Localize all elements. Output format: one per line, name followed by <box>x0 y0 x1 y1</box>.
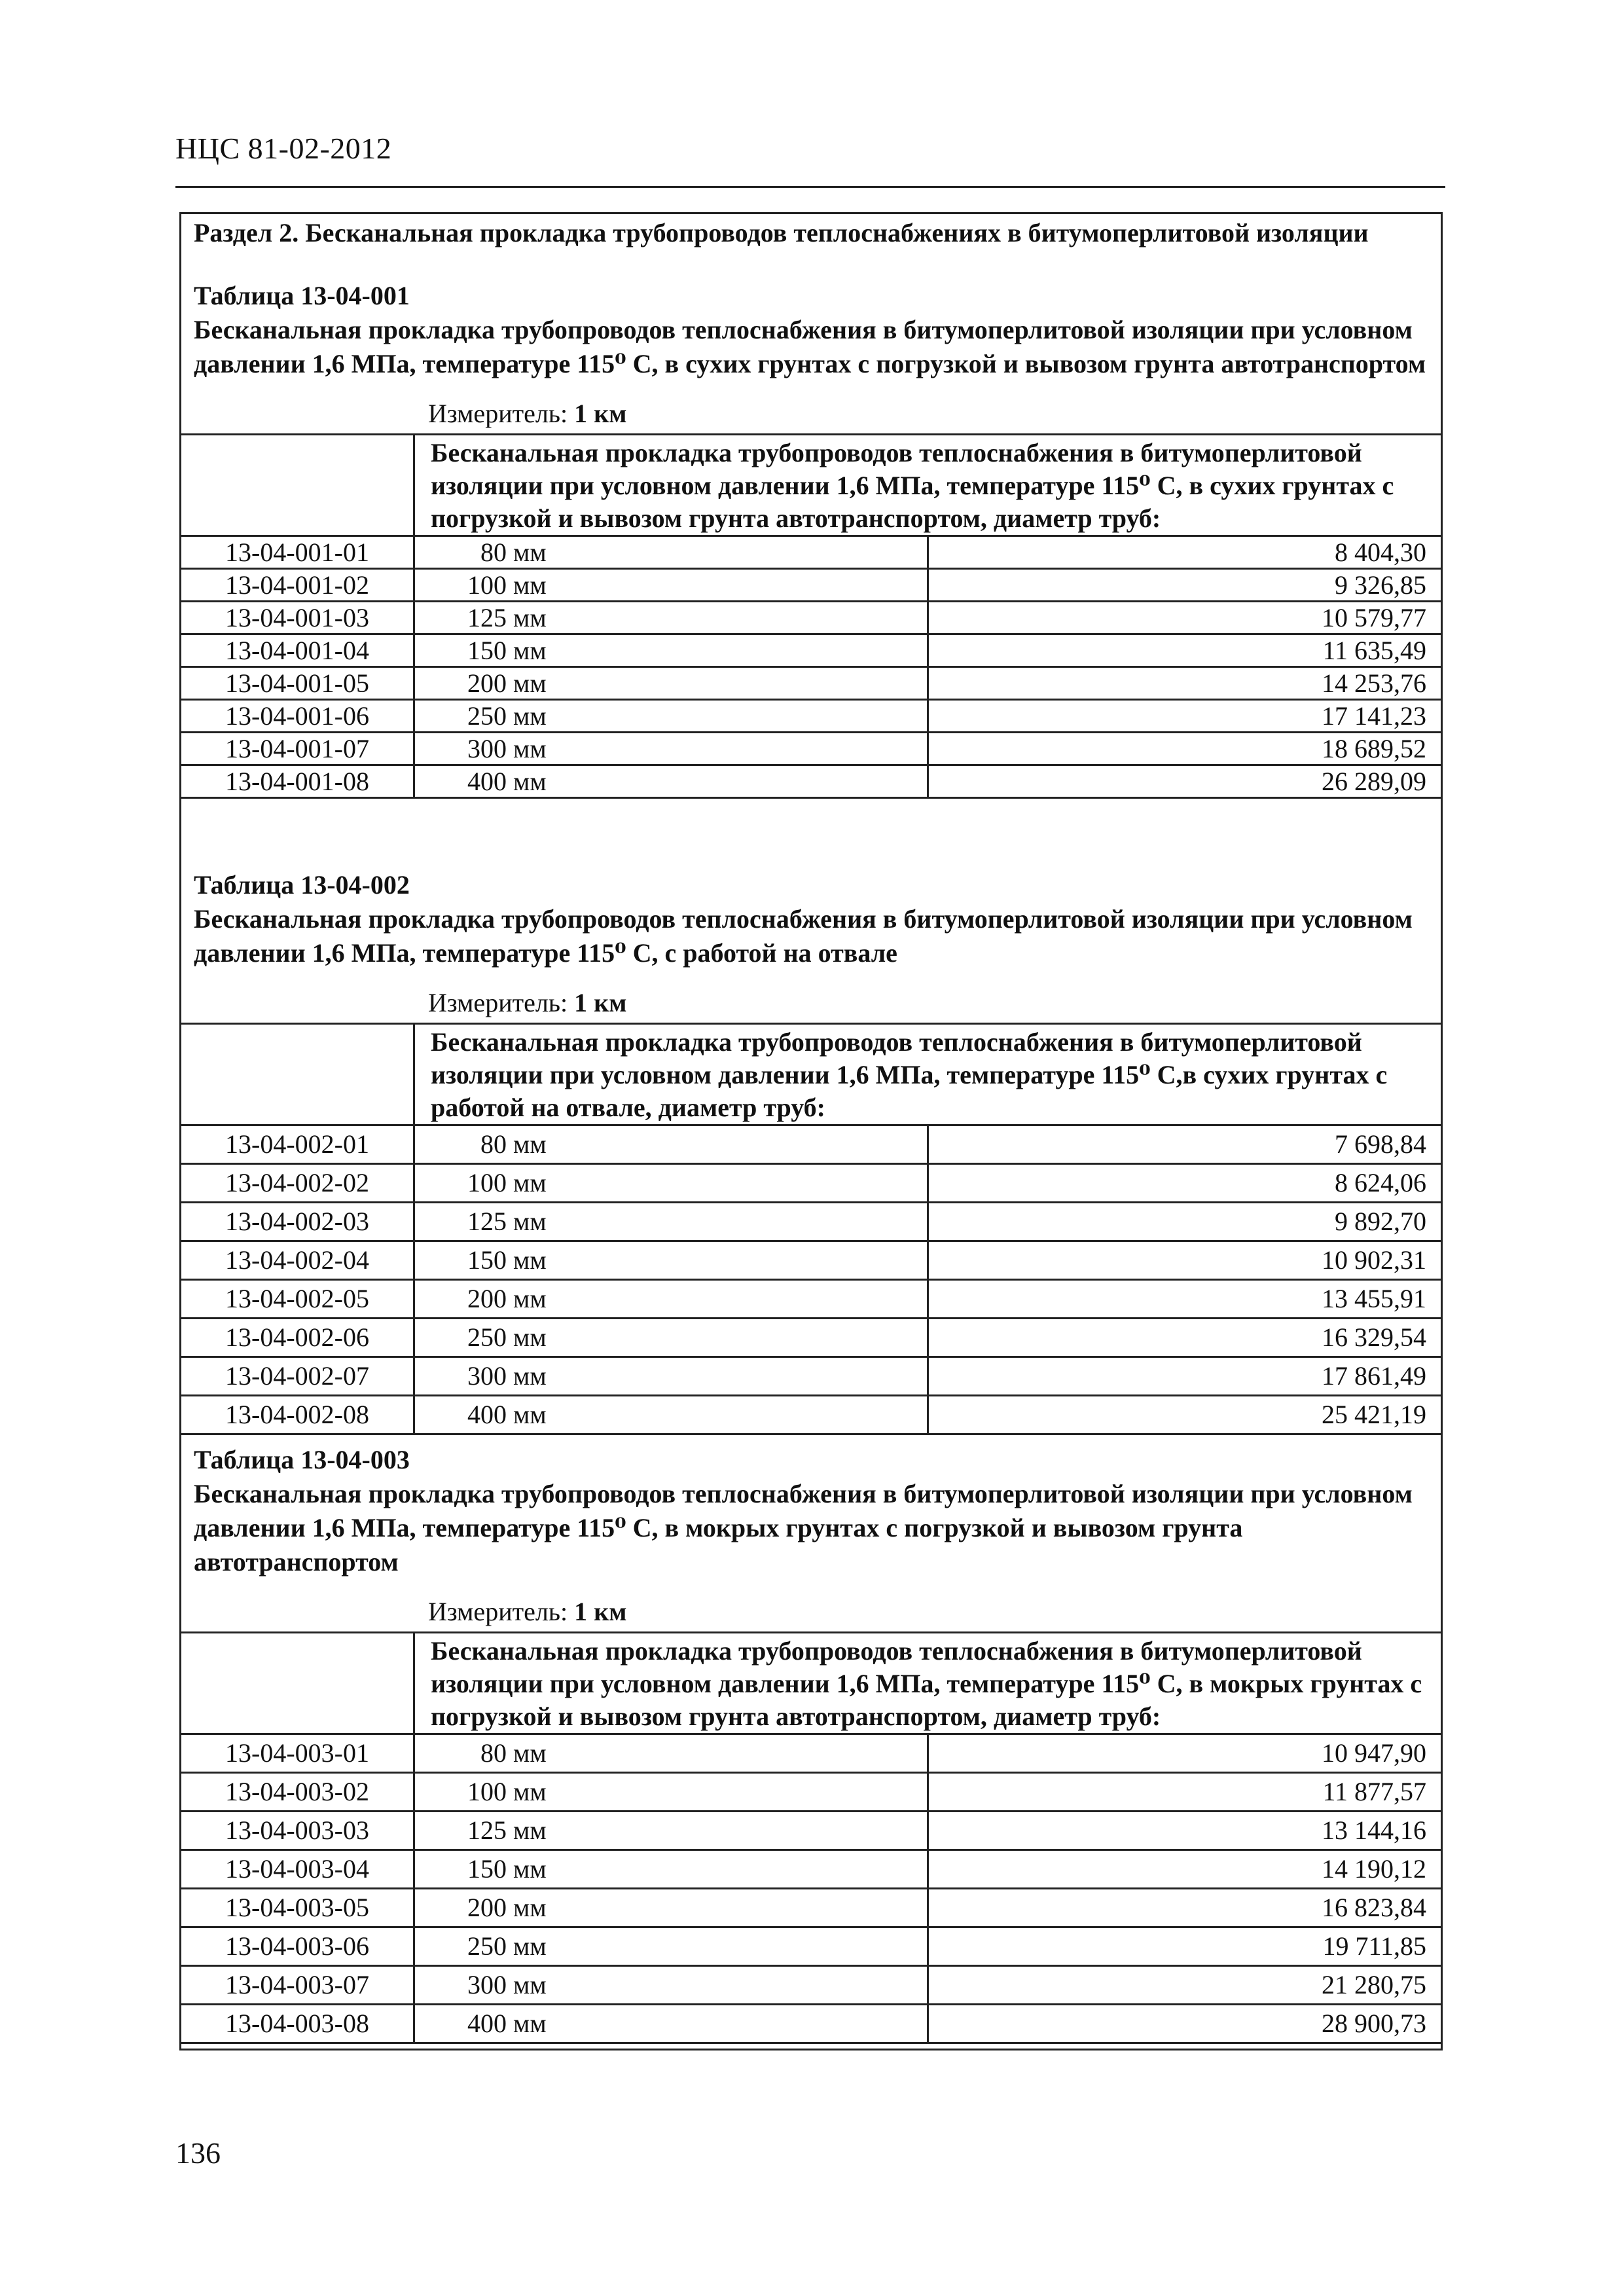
row-price: 13 455,91 <box>928 1280 1442 1319</box>
row-code: 13-04-003-05 <box>181 1889 414 1927</box>
table-caption: Таблица 13-04-003 <box>194 1445 410 1474</box>
meter-row <box>179 1579 1443 1631</box>
table-block-002 <box>179 868 1443 1435</box>
row-code: 13-04-003-06 <box>181 1927 414 1966</box>
row-diameter: 400 мм <box>414 765 928 798</box>
table-row <box>181 667 1442 700</box>
row-diameter: 125 мм <box>414 1812 928 1850</box>
table-header-row <box>181 435 1442 536</box>
table-row <box>181 765 1442 798</box>
row-code: 13-04-002-05 <box>181 1280 414 1319</box>
table-row <box>181 1319 1442 1357</box>
table-subject: Бесканальная прокладка трубопроводов теплоснабжения в битумоперлитовой изоляции при условном давлении 1,6 МПа, температуре 115⁰ С, с работой на отвале <box>194 904 1413 968</box>
row-price: 11 877,57 <box>928 1773 1442 1812</box>
document-code: НЦС 81-02-2012 <box>175 132 392 165</box>
row-price: 26 289,09 <box>928 765 1442 798</box>
table-row <box>181 1773 1442 1812</box>
row-diameter: 80 мм <box>414 1125 928 1164</box>
row-code: 13-04-003-04 <box>181 1850 414 1889</box>
table-row <box>181 700 1442 733</box>
row-price: 8 624,06 <box>928 1164 1442 1203</box>
row-diameter: 400 мм <box>414 1396 928 1434</box>
row-diameter: 200 мм <box>414 1280 928 1319</box>
header-rule <box>175 186 1445 188</box>
row-diameter: 80 мм <box>414 536 928 569</box>
header-code-cell <box>181 1633 414 1734</box>
table-row <box>181 733 1442 765</box>
row-code: 13-04-002-07 <box>181 1357 414 1396</box>
row-code: 13-04-001-04 <box>181 634 414 667</box>
row-diameter: 250 мм <box>414 1319 928 1357</box>
row-diameter: 200 мм <box>414 667 928 700</box>
row-code: 13-04-002-08 <box>181 1396 414 1434</box>
table-header-row <box>181 1024 1442 1125</box>
row-code: 13-04-003-08 <box>181 2005 414 2043</box>
row-price: 21 280,75 <box>928 1966 1442 2005</box>
page-number: 136 <box>175 2136 221 2170</box>
row-code: 13-04-001-03 <box>181 602 414 634</box>
row-price: 7 698,84 <box>928 1125 1442 1164</box>
row-price: 11 635,49 <box>928 634 1442 667</box>
norms-table <box>179 1023 1443 1435</box>
table-row <box>181 2005 1442 2043</box>
meter <box>428 397 626 431</box>
meter-unit: 1 км <box>574 1597 627 1626</box>
norms-table <box>179 1631 1443 2044</box>
row-code: 13-04-002-06 <box>181 1319 414 1357</box>
row-diameter: 125 мм <box>414 602 928 634</box>
header-description: Бесканальная прокладка трубопроводов теплоснабжения в битумоперлитовой изоляции при условном давлении 1,6 МПа, температуре 115⁰ С, в мокрых грунтах с погрузкой и вывозом грунта автотранспортом, диаметр труб: <box>414 1633 1442 1734</box>
row-price: 18 689,52 <box>928 733 1442 765</box>
row-code: 13-04-003-01 <box>181 1734 414 1773</box>
row-price: 8 404,30 <box>928 536 1442 569</box>
meter-unit: 1 км <box>574 399 627 428</box>
meter-unit: 1 км <box>574 988 627 1017</box>
row-diameter: 100 мм <box>414 1164 928 1203</box>
row-diameter: 150 мм <box>414 1850 928 1889</box>
table-row <box>181 536 1442 569</box>
row-diameter: 125 мм <box>414 1203 928 1241</box>
row-code: 13-04-001-08 <box>181 765 414 798</box>
row-code: 13-04-001-07 <box>181 733 414 765</box>
row-price: 16 329,54 <box>928 1319 1442 1357</box>
table-subject: Бесканальная прокладка трубопроводов теплоснабжения в битумоперлитовой изоляции при условном давлении 1,6 МПа, температуре 115⁰ С, в мокрых грунтах с погрузкой и вывозом грунта автотранспортом <box>194 1479 1413 1576</box>
row-price: 9 326,85 <box>928 569 1442 602</box>
table-row <box>181 602 1442 634</box>
meter-row <box>179 381 1443 433</box>
row-price: 10 947,90 <box>928 1734 1442 1773</box>
table-row <box>181 1203 1442 1241</box>
table-row <box>181 1850 1442 1889</box>
table-row <box>181 1241 1442 1280</box>
table-row <box>181 1280 1442 1319</box>
row-diameter: 300 мм <box>414 1357 928 1396</box>
row-diameter: 150 мм <box>414 634 928 667</box>
table-caption: Таблица 13-04-002 <box>194 870 410 900</box>
row-code: 13-04-002-02 <box>181 1164 414 1203</box>
table-row <box>181 1889 1442 1927</box>
table-header-row <box>181 1633 1442 1734</box>
row-diameter: 300 мм <box>414 733 928 765</box>
table-row <box>181 1396 1442 1434</box>
row-diameter: 250 мм <box>414 1927 928 1966</box>
row-code: 13-04-003-02 <box>181 1773 414 1812</box>
row-price: 17 141,23 <box>928 700 1442 733</box>
row-price: 10 902,31 <box>928 1241 1442 1280</box>
row-price: 14 253,76 <box>928 667 1442 700</box>
row-diameter: 400 мм <box>414 2005 928 2043</box>
row-diameter: 250 мм <box>414 700 928 733</box>
table-row <box>181 1164 1442 1203</box>
table-block-001 <box>179 212 1443 799</box>
table-row <box>181 1966 1442 2005</box>
table-subject: Бесканальная прокладка трубопроводов теплоснабжения в битумоперлитовой изоляции при условном давлении 1,6 МПа, температуре 115⁰ С, в сухих грунтах с погрузкой и вывозом грунта автотранспортом <box>194 315 1426 378</box>
row-diameter: 150 мм <box>414 1241 928 1280</box>
header-description: Бесканальная прокладка трубопроводов теплоснабжения в битумоперлитовой изоляции при условном давлении 1,6 МПа, температуре 115⁰ С, в сухих грунтах с погрузкой и вывозом грунта автотранспортом, диаметр труб: <box>414 435 1442 536</box>
row-code: 13-04-002-03 <box>181 1203 414 1241</box>
row-price: 10 579,77 <box>928 602 1442 634</box>
row-diameter: 100 мм <box>414 569 928 602</box>
row-diameter: 300 мм <box>414 1966 928 2005</box>
row-price: 14 190,12 <box>928 1850 1442 1889</box>
row-code: 13-04-003-03 <box>181 1812 414 1850</box>
row-diameter: 200 мм <box>414 1889 928 1927</box>
row-price: 28 900,73 <box>928 2005 1442 2043</box>
row-code: 13-04-001-02 <box>181 569 414 602</box>
header-code-cell <box>181 1024 414 1125</box>
row-code: 13-04-002-01 <box>181 1125 414 1164</box>
row-price: 17 861,49 <box>928 1357 1442 1396</box>
meter <box>428 986 626 1020</box>
row-code: 13-04-001-05 <box>181 667 414 700</box>
meter <box>428 1595 626 1629</box>
row-code: 13-04-003-07 <box>181 1966 414 2005</box>
table-block-003 <box>179 1443 1443 2044</box>
table-row <box>181 1357 1442 1396</box>
table-row <box>181 569 1442 602</box>
row-code: 13-04-001-06 <box>181 700 414 733</box>
row-diameter: 80 мм <box>414 1734 928 1773</box>
table-row <box>181 1125 1442 1164</box>
row-diameter: 100 мм <box>414 1773 928 1812</box>
row-price: 25 421,19 <box>928 1396 1442 1434</box>
table-row <box>181 1927 1442 1966</box>
norms-table <box>179 433 1443 799</box>
meter-row <box>179 970 1443 1023</box>
meter-label: Измеритель: <box>428 988 568 1017</box>
row-price: 19 711,85 <box>928 1927 1442 1966</box>
table-row <box>181 634 1442 667</box>
meter-label: Измеритель: <box>428 1597 568 1626</box>
section-title: Раздел 2. Бесканальная прокладка трубопроводов теплоснабжениях в битумоперлитовой изоляции <box>194 218 1369 247</box>
table-row <box>181 1734 1442 1773</box>
meter-label: Измеритель: <box>428 399 568 428</box>
row-price: 13 144,16 <box>928 1812 1442 1850</box>
row-code: 13-04-002-04 <box>181 1241 414 1280</box>
table-caption: Таблица 13-04-001 <box>194 281 410 310</box>
row-price: 9 892,70 <box>928 1203 1442 1241</box>
table-row <box>181 1812 1442 1850</box>
header-code-cell <box>181 435 414 536</box>
header-description: Бесканальная прокладка трубопроводов теплоснабжения в битумоперлитовой изоляции при условном давлении 1,6 МПа, температуре 115⁰ С,в сухих грунтах с работой на отвале, диаметр труб: <box>414 1024 1442 1125</box>
row-code: 13-04-001-01 <box>181 536 414 569</box>
row-price: 16 823,84 <box>928 1889 1442 1927</box>
